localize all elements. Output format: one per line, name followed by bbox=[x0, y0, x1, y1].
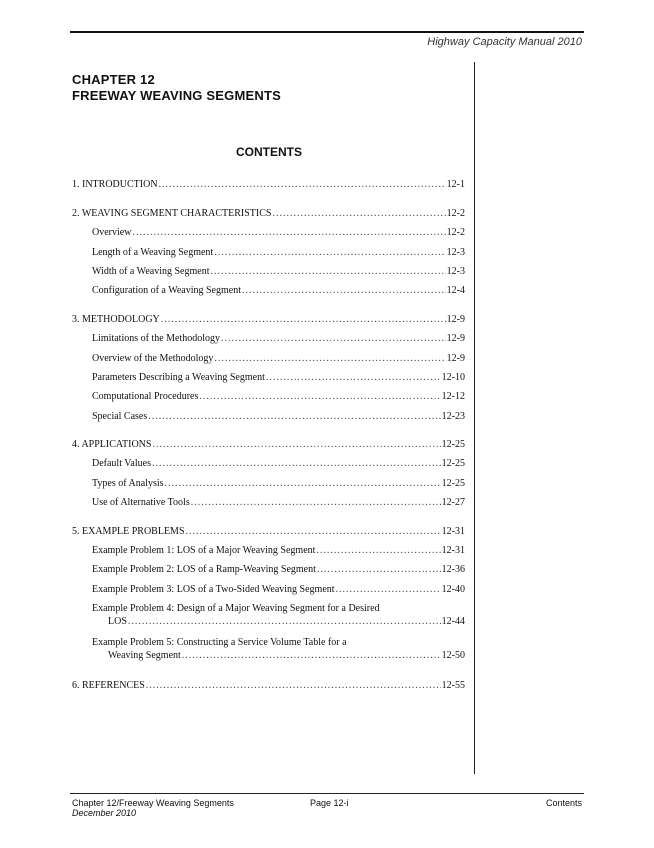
chapter-number: CHAPTER 12 bbox=[72, 72, 155, 87]
toc-subentry-title: Types of Analysis bbox=[92, 477, 164, 489]
header-rule bbox=[70, 31, 584, 33]
dot-leader bbox=[146, 679, 441, 692]
chapter-name: FREEWAY WEAVING SEGMENTS bbox=[72, 88, 281, 103]
dot-leader bbox=[186, 525, 441, 538]
toc-entry[interactable] bbox=[72, 306, 465, 325]
toc-subentry[interactable] bbox=[72, 557, 465, 576]
toc-subentry[interactable] bbox=[72, 403, 465, 422]
toc-subentry-page: 12-50 bbox=[441, 649, 465, 661]
toc-subentry-page: 12-9 bbox=[446, 352, 465, 364]
toc-subentry[interactable] bbox=[72, 278, 465, 297]
toc-subentry[interactable] bbox=[72, 538, 465, 557]
toc-subentry[interactable] bbox=[72, 470, 465, 489]
toc-subentry-title: Special Cases bbox=[92, 410, 148, 422]
dot-leader bbox=[317, 563, 441, 576]
toc-subentry-page: 12-3 bbox=[446, 265, 465, 277]
footer-section: Contents bbox=[545, 798, 582, 808]
toc-entry[interactable] bbox=[72, 200, 465, 219]
toc-subentry[interactable] bbox=[72, 365, 465, 384]
toc-subentry-title: Length of a Weaving Segment bbox=[92, 246, 214, 258]
toc-subentry-title-cont: LOS bbox=[108, 615, 127, 627]
toc-subentry[interactable] bbox=[72, 576, 465, 595]
dot-leader bbox=[191, 496, 441, 509]
toc-entry-title: 1. INTRODUCTION bbox=[72, 179, 158, 191]
toc-subentry-page: 12-10 bbox=[441, 371, 465, 383]
dot-leader bbox=[161, 313, 446, 326]
toc-subentry-page: 12-36 bbox=[441, 564, 465, 576]
dot-leader bbox=[221, 332, 446, 345]
footer-date: December 2010 bbox=[72, 808, 137, 818]
toc-entry[interactable] bbox=[72, 172, 465, 191]
footer-page-number: Page 12-i bbox=[310, 798, 349, 808]
toc-subentry-title: Example Problem 5: Constructing a Service Volume Table for a bbox=[92, 636, 347, 648]
toc-subentry-wrapped[interactable] bbox=[72, 630, 465, 664]
toc-entry-title: 6. REFERENCES bbox=[72, 680, 145, 692]
toc-subentry-title: Overview of the Methodology bbox=[92, 352, 214, 364]
toc-subentry-title: Default Values bbox=[92, 458, 151, 470]
toc-subentry[interactable] bbox=[72, 220, 465, 239]
toc-subentry[interactable] bbox=[72, 326, 465, 345]
toc-subentry-continuation bbox=[92, 615, 465, 628]
toc-entry-page: 12-1 bbox=[446, 179, 465, 191]
toc-entry-title: 3. METHODOLOGY bbox=[72, 313, 160, 325]
toc-subentry[interactable] bbox=[72, 490, 465, 509]
toc-subentry-title: Example Problem 3: LOS of a Two-Sided Weaving Segment bbox=[92, 583, 335, 595]
toc-subentry-title: Computational Procedures bbox=[92, 391, 199, 403]
dot-leader bbox=[132, 226, 445, 239]
dot-leader bbox=[316, 544, 440, 557]
dot-leader bbox=[242, 284, 446, 297]
toc-entry[interactable] bbox=[72, 432, 465, 451]
toc-subentry-wrapped[interactable] bbox=[72, 596, 465, 630]
toc-subentry-page: 12-44 bbox=[441, 615, 465, 627]
dot-leader bbox=[148, 410, 440, 423]
toc-subentry-title: Width of a Weaving Segment bbox=[92, 265, 210, 277]
toc-subentry-title: Limitations of the Methodology bbox=[92, 333, 221, 345]
toc-subentry-title: Parameters Describing a Weaving Segment bbox=[92, 371, 265, 383]
toc-entry-title: 4. APPLICATIONS bbox=[72, 439, 152, 451]
toc-subentry-page: 12-25 bbox=[441, 477, 465, 489]
toc-entry-title: 5. EXAMPLE PROBLEMS bbox=[72, 525, 185, 537]
toc-section-references bbox=[72, 673, 465, 692]
toc-subentry-page: 12-4 bbox=[446, 285, 465, 297]
dot-leader bbox=[214, 246, 445, 259]
footer-chapter bbox=[72, 798, 234, 818]
dot-leader bbox=[159, 178, 446, 191]
toc-entry[interactable] bbox=[72, 518, 465, 537]
toc-subentry[interactable] bbox=[72, 259, 465, 278]
toc-subentry-continuation bbox=[92, 649, 465, 662]
toc-subentry[interactable] bbox=[72, 384, 465, 403]
toc-entry-page: 12-25 bbox=[441, 439, 465, 451]
dot-leader bbox=[336, 583, 441, 596]
toc-entry[interactable] bbox=[72, 673, 465, 692]
toc-section-introduction bbox=[72, 172, 465, 191]
toc-entry-page: 12-9 bbox=[446, 313, 465, 325]
toc-subentry-title: Overview bbox=[92, 227, 132, 239]
toc-subentry-title-cont: Weaving Segment bbox=[108, 649, 181, 661]
toc-subentry-title: Example Problem 2: LOS of a Ramp-Weaving Segment bbox=[92, 564, 316, 576]
dot-leader bbox=[266, 371, 441, 384]
toc-subentry-page: 12-2 bbox=[446, 227, 465, 239]
toc-entry-title: 2. WEAVING SEGMENT CHARACTERISTICS bbox=[72, 207, 272, 219]
toc-subentry-title: Example Problem 4: Design of a Major Weaving Segment for a Desired bbox=[92, 602, 380, 614]
toc-section-example-problems bbox=[72, 518, 465, 664]
toc-section-applications bbox=[72, 432, 465, 510]
toc-subentry-page: 12-3 bbox=[446, 246, 465, 258]
dot-leader bbox=[272, 207, 445, 220]
toc-subentry-page: 12-40 bbox=[441, 583, 465, 595]
dot-leader bbox=[214, 352, 445, 365]
toc-subentry[interactable] bbox=[72, 345, 465, 364]
toc-subentry-page: 12-12 bbox=[441, 391, 465, 403]
contents-heading: CONTENTS bbox=[236, 145, 302, 159]
toc-subentry-page: 12-31 bbox=[441, 545, 465, 557]
toc-entry-page: 12-31 bbox=[441, 525, 465, 537]
dot-leader bbox=[128, 615, 441, 628]
margin-rule bbox=[474, 62, 475, 774]
table-of-contents bbox=[72, 172, 465, 701]
dot-leader bbox=[182, 649, 441, 662]
toc-section-characteristics bbox=[72, 200, 465, 297]
toc-subentry-title: Example Problem 1: LOS of a Major Weaving Segment bbox=[92, 545, 316, 557]
toc-subentry-page: 12-23 bbox=[441, 410, 465, 422]
dot-leader bbox=[210, 265, 445, 278]
footer-rule bbox=[70, 793, 584, 794]
toc-subentry-title: Configuration of a Weaving Segment bbox=[92, 285, 241, 297]
dot-leader bbox=[152, 438, 440, 451]
dot-leader bbox=[152, 457, 441, 470]
dot-leader bbox=[199, 390, 440, 403]
toc-subentry-page: 12-25 bbox=[441, 458, 465, 470]
toc-entry-page: 12-55 bbox=[441, 680, 465, 692]
toc-subentry-title: Use of Alternative Tools bbox=[92, 497, 190, 509]
chapter-heading bbox=[72, 72, 281, 104]
toc-entry-page: 12-2 bbox=[446, 207, 465, 219]
dot-leader bbox=[165, 477, 441, 490]
footer-chapter-title: Chapter 12/Freeway Weaving Segments bbox=[72, 798, 234, 808]
toc-subentry-page: 12-9 bbox=[446, 333, 465, 345]
toc-subentry[interactable] bbox=[72, 239, 465, 258]
running-header: Highway Capacity Manual 2010 bbox=[427, 36, 582, 48]
toc-section-methodology bbox=[72, 306, 465, 422]
toc-subentry-page: 12-27 bbox=[441, 497, 465, 509]
toc-subentry[interactable] bbox=[72, 451, 465, 470]
